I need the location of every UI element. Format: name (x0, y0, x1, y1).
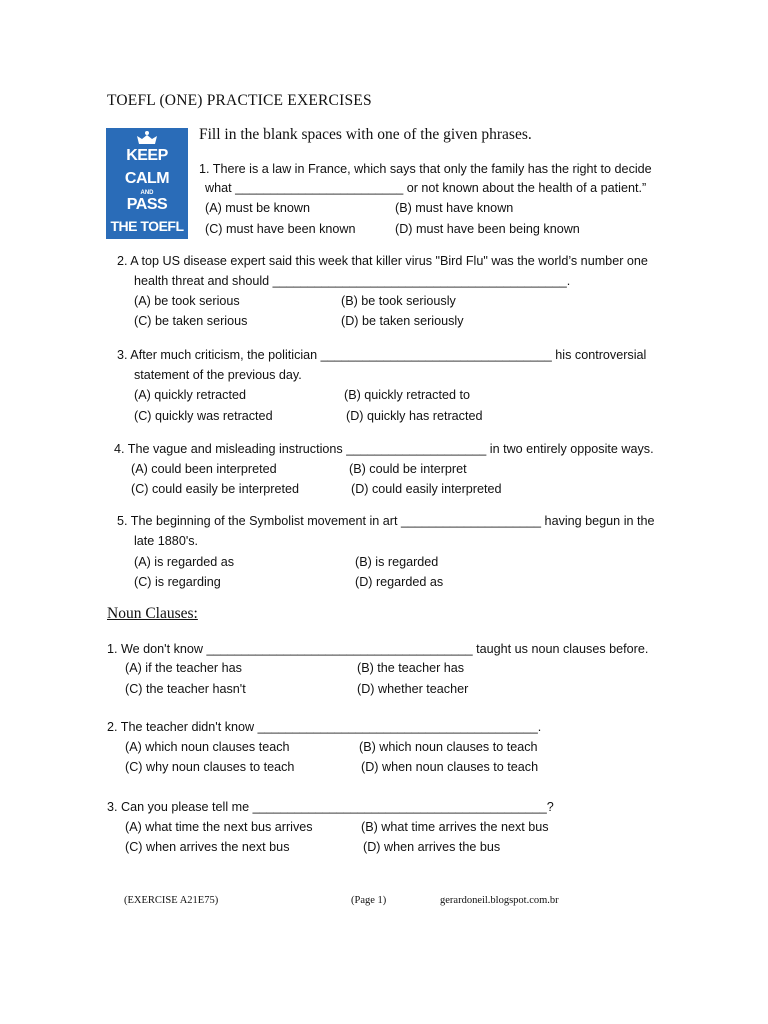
option-c[interactable]: (C) when arrives the next bus (125, 840, 290, 854)
footer-exercise-code: (EXERCISE A21E75) (124, 895, 219, 906)
option-d[interactable]: (D) whether teacher (357, 682, 469, 696)
option-a[interactable]: (A) which noun clauses teach (125, 740, 290, 754)
option-a[interactable]: (A) if the teacher has (125, 661, 242, 675)
option-c[interactable]: (C) could easily be interpreted (131, 482, 299, 496)
option-c[interactable]: (C) the teacher hasn't (125, 682, 246, 696)
instruction-text: Fill in the blank spaces with one of the given phrases. (199, 126, 532, 143)
poster-line-and: AND (140, 190, 154, 196)
option-d[interactable]: (D) when noun clauses to teach (361, 760, 539, 774)
option-d[interactable]: (D) regarded as (355, 575, 444, 589)
question-text: 2. The teacher didn't know ________________________________________. (107, 720, 542, 734)
footer-page-number: (Page 1) (351, 895, 387, 906)
option-d[interactable]: (D) could easily interpreted (351, 482, 502, 496)
option-c[interactable]: (C) must have been known (205, 222, 356, 236)
option-c[interactable]: (C) quickly was retracted (134, 409, 273, 423)
page-title: TOEFL (ONE) PRACTICE EXERCISES (107, 92, 372, 109)
question-text: 3. After much criticism, the politician _________________________________ his controversial (117, 348, 647, 362)
section-heading-noun-clauses: Noun Clauses: (107, 605, 198, 622)
option-b[interactable]: (B) is regarded (355, 555, 439, 569)
option-b[interactable]: (B) quickly retracted to (344, 388, 470, 402)
option-b[interactable]: (B) must have known (395, 201, 514, 215)
footer-site[interactable]: gerardoneil.blogspot.com.br (440, 895, 559, 906)
option-c[interactable]: (C) is regarding (134, 575, 221, 589)
question-text: statement of the previous day. (134, 368, 302, 382)
option-d[interactable]: (D) must have been being known (395, 222, 580, 236)
option-a[interactable]: (A) could been interpreted (131, 462, 277, 476)
poster-line-the-toefl: THE TOEFL (110, 218, 184, 234)
option-a[interactable]: (A) what time the next bus arrives (125, 820, 313, 834)
question-text: 3. Can you please tell me __________________________________________? (107, 800, 554, 814)
question-text: 1. We don't know ______________________________________ taught us noun clauses before. (107, 642, 649, 656)
poster-line-keep: KEEP (126, 147, 168, 164)
question-text: 1. There is a law in France, which says that only the family has the right to decide (199, 162, 652, 176)
question-text: health threat and should __________________________________________. (134, 274, 571, 288)
crown-icon (106, 130, 188, 146)
option-a[interactable]: (A) is regarded as (134, 555, 235, 569)
question-text: 4. The vague and misleading instructions ____________________ in two entirely opposite ways. (114, 442, 654, 456)
option-b[interactable]: (B) be took seriously (341, 294, 456, 308)
option-d[interactable]: (D) be taken seriously (341, 314, 464, 328)
option-d[interactable]: (D) quickly has retracted (346, 409, 483, 423)
option-d[interactable]: (D) when arrives the bus (363, 840, 501, 854)
keep-calm-poster (106, 128, 188, 239)
question-text: late 1880's. (134, 534, 199, 548)
option-b[interactable]: (B) the teacher has (357, 661, 465, 675)
option-a[interactable]: (A) must be known (205, 201, 310, 215)
question-text: 5. The beginning of the Symbolist movement in art ____________________ having begun in the (117, 514, 655, 528)
option-b[interactable]: (B) could be interpret (349, 462, 467, 476)
option-a[interactable]: (A) be took serious (134, 294, 240, 308)
option-c[interactable]: (C) why noun clauses to teach (125, 760, 295, 774)
poster-line-calm: CALM (124, 170, 170, 187)
option-a[interactable]: (A) quickly retracted (134, 388, 246, 402)
option-b[interactable]: (B) what time arrives the next bus (361, 820, 549, 834)
option-b[interactable]: (B) which noun clauses to teach (359, 740, 538, 754)
question-text: 2. A top US disease expert said this week that killer virus "Bird Flu" was the world’s number one (117, 254, 648, 268)
question-text: what ________________________ or not known about the health of a patient.” (205, 181, 647, 195)
poster-line-pass: PASS (126, 196, 168, 213)
option-c[interactable]: (C) be taken serious (134, 314, 248, 328)
